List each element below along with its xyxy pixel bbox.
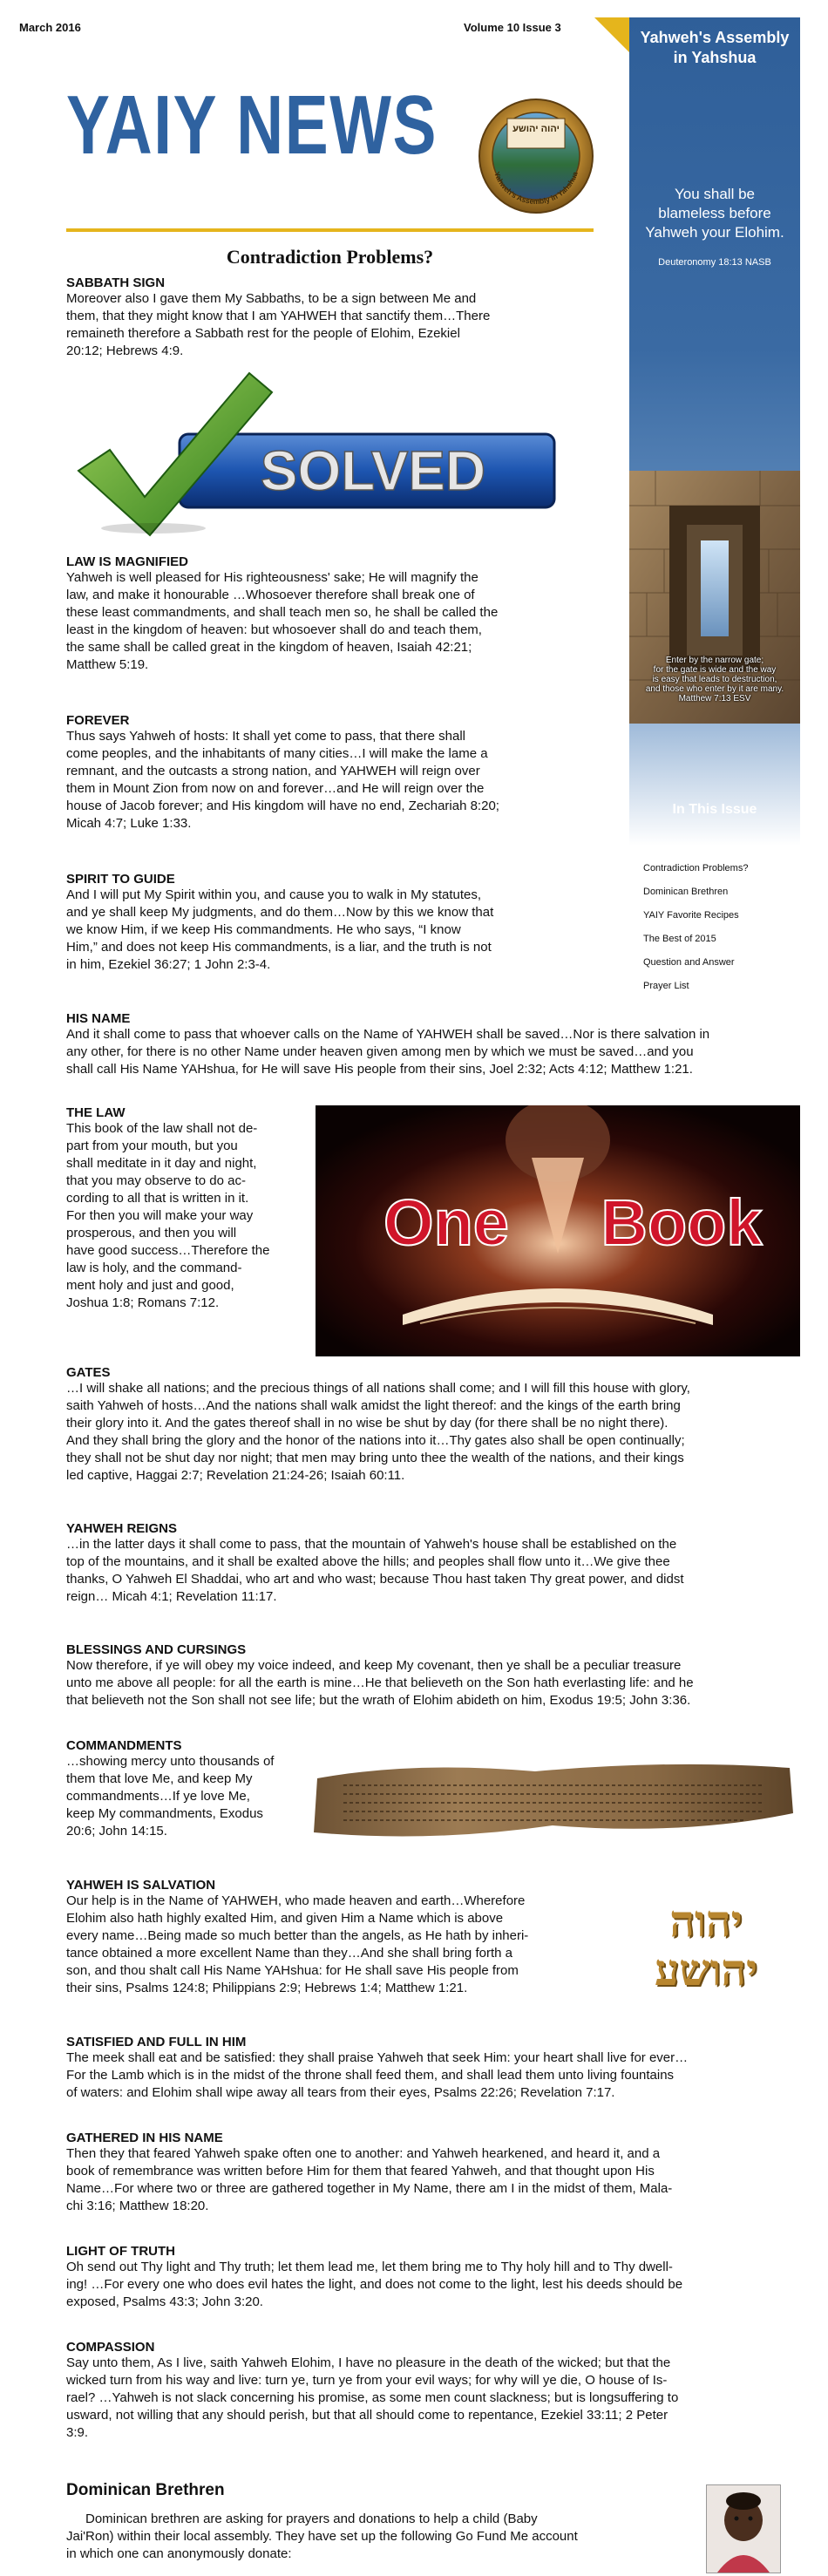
section-line: ing! …For every one who does evil hates the light, and does not come to the light, lest his deeds should be (66, 2277, 683, 2292)
section-line: And they shall bring the glory and the honor of the nations into it…Thy gates also shall be open continually; (66, 1433, 685, 1448)
section-line: For the Lamb which is in the midst of the throne shall feed them, and shall lead them unto living fountains (66, 2068, 675, 2083)
section-yahweh-is-salvation (66, 1878, 607, 1997)
sidebar-verse (629, 185, 800, 272)
section-line: 20:6; John 14:15. (66, 1824, 167, 1839)
dominican-title: Dominican Brethren (66, 2481, 225, 2499)
section-line: that believeth not the Son shall not see life; but the wrath of Elohim abideth on him, Exodus 19:5; John 3:36. (66, 1693, 691, 1708)
section-line: part from your mouth, but you (66, 1138, 238, 1153)
section-line: Name…For where two or three are gathered together in My Name, there am I in the midst of them, Mala- (66, 2181, 673, 2196)
section-gathered (66, 2131, 800, 2215)
section-line: …I will shake all nations; and the precious things of all nations shall come; and I will fill this house with glory, (66, 1381, 690, 1396)
sidebar-title (629, 17, 800, 68)
article-title: Contradiction Problems? (226, 246, 434, 268)
section-line: them that love Me, and keep My (66, 1771, 253, 1786)
section-heading: LIGHT OF TRUTH (66, 2244, 175, 2259)
section-line: unto me above all people: for all the earth is mine…He that believeth on the Son hath everlasting life: and he (66, 1675, 694, 1690)
caption-line: is easy that leads to destruction, (652, 675, 777, 684)
hebrew-name-graphic (619, 1897, 793, 1995)
issue-volume: Volume 10 Issue 3 (464, 21, 561, 34)
section-line: wicked turn from his way and live: turn ye, turn ye from your evil ways; for why will ye die, O house of Is- (66, 2373, 668, 2388)
section-line: For then you will make your way (66, 1208, 254, 1223)
sidebar-title-line2: in Yahshua (673, 49, 757, 66)
section-line: …showing mercy unto thousands of (66, 1754, 275, 1769)
section-line: chi 3:16; Matthew 18:20. (66, 2199, 209, 2213)
section-line: Matthew 5:19. (66, 657, 149, 672)
section-heading: COMPASSION (66, 2340, 155, 2355)
section-heading: GATHERED IN HIS NAME (66, 2131, 223, 2145)
section-heading: SPIRIT TO GUIDE (66, 872, 175, 887)
section-heading: SATISFIED AND FULL IN HIM (66, 2035, 247, 2049)
section-blessings-and-cursings (66, 1642, 800, 1709)
section-line: This book of the law shall not de- (66, 1121, 258, 1136)
section-line: 3:9. (66, 2425, 89, 2440)
section-heading: LAW IS MAGNIFIED (66, 554, 188, 569)
section-line: Then they that feared Yahweh spake often one to another: and Yahweh hearkened, and heard it, and a (66, 2146, 661, 2161)
section-compassion (66, 2340, 800, 2442)
section-heading: GATES (66, 1365, 111, 1380)
section-line: have good success…Therefore the (66, 1243, 270, 1258)
section-line: of waters: and Elohim shall wipe away all tears from their eyes, Psalms 22:26; Revelation 7:17. (66, 2085, 615, 2100)
section-line: thanks, O Yahweh El Shaddai, who art and who wast; because Thou hast taken Thy great power, and didst (66, 1572, 684, 1587)
section-his-name (66, 1011, 800, 1078)
section-line: usward, not willing that any should perish, but that all should come to repentance, Ezekiel 33:11; 2 Peter (66, 2408, 669, 2423)
section-heading: BLESSINGS AND CURSINGS (66, 1642, 247, 1657)
section-law-is-magnified (66, 554, 589, 674)
section-line: them in Mount Zion from now on and forever…and He will reign over the (66, 781, 485, 796)
section-line: And it shall come to pass that whoever calls on the Name of YAHWEH shall be saved…Nor is there salvation in (66, 1027, 710, 1042)
section-line: shall meditate in it day and night, (66, 1156, 257, 1171)
section-forever (66, 713, 589, 833)
header-rule (66, 228, 594, 232)
section-gates (66, 1365, 800, 1485)
scroll-image (309, 1752, 797, 1848)
toc-item[interactable]: The Best of 2015 (643, 934, 716, 944)
in-this-issue-heading: In This Issue (672, 802, 757, 817)
section-line: remaineth therefore a Sabbath rest for the people of Elohim, Ezekiel (66, 326, 460, 341)
section-heading: SABBATH SIGN (66, 275, 166, 290)
section-spirit-to-guide (66, 872, 589, 974)
toc-item[interactable]: YAIY Favorite Recipes (643, 910, 739, 921)
section-line: exposed, Psalms 43:3; John 3:20. (66, 2294, 263, 2309)
caption-line: Matthew 7:13 ESV (678, 694, 751, 703)
section-sabbath-sign (66, 275, 589, 360)
svg-text:Book: Book (601, 1186, 763, 1259)
section-line: ment holy and just and good, (66, 1278, 234, 1293)
section-heading: HIS NAME (66, 1011, 131, 1026)
section-line: them, that they might know that I am YAHWEH that sanctify them…There (66, 309, 491, 323)
section-line: in which one can anonymously donate: (66, 2546, 292, 2561)
section-line: least in the kingdom of heaven: but whosoever shall do and teach them, (66, 622, 482, 637)
section-heading: YAHWEH IS SALVATION (66, 1878, 216, 1893)
section-line: come peoples, and the inhabitants of many cities…I will make the lame a (66, 746, 488, 761)
section-line: …in the latter days it shall come to pass, that the mountain of Yahweh's house shall be established on the (66, 1537, 677, 1552)
section-line: book of remembrance was written before Him for them that feared Yahweh, and that thought upon His (66, 2164, 655, 2178)
section-line: prosperous, and then you will (66, 1226, 237, 1240)
section-line: Now therefore, if ye will obey my voice indeed, and keep My covenant, then ye shall be a peculiar treasure (66, 1658, 682, 1673)
section-line: Oh send out Thy light and Thy truth; let them lead me, let them bring me to Thy holy hill and to Thy dwell- (66, 2260, 673, 2274)
section-line: rael? …Yahweh is not slack concerning his promise, as some men count slackness; but is longsuffering to (66, 2390, 679, 2405)
dominican-body (66, 2511, 694, 2563)
caption-line: and those who enter by it are many. (645, 684, 784, 694)
section-heading: COMMANDMENTS (66, 1738, 182, 1753)
toc-item[interactable]: Contradiction Problems? (643, 863, 749, 873)
section-line: cording to all that is written in it. (66, 1191, 249, 1206)
section-line: led captive, Haggai 2:7; Revelation 21:24-26; Isaiah 60:11. (66, 1468, 405, 1483)
section-line: these least commandments, and shall teach men so, he shall be called the (66, 605, 499, 620)
section-line: Say unto them, As I live, saith Yahweh Elohim, I have no pleasure in the death of the wicked; but that the (66, 2355, 671, 2370)
section-line: 20:12; Hebrews 4:9. (66, 343, 184, 358)
corner-accent (594, 17, 629, 52)
hebrew-name-line: יהושע (654, 1944, 758, 1995)
section-line: tance obtained a more excellent Name than they…And she shall bring forth a (66, 1946, 512, 1961)
section-line: And I will put My Spirit within you, and cause you to walk in My statutes, (66, 887, 482, 902)
section-line: any other, for there is no other Name under heaven given among men by which we must be saved…and you (66, 1044, 694, 1059)
section-line: Yahweh is well pleased for His righteousness' sake; He will magnify the (66, 570, 478, 585)
svg-text:One: One (383, 1186, 509, 1259)
section-line: Joshua 1:8; Romans 7:12. (66, 1295, 220, 1310)
section-heading: THE LAW (66, 1105, 126, 1120)
section-line: Thus says Yahweh of hosts: It shall yet come to pass, that there shall (66, 729, 466, 744)
section-line: Our help is in the Name of YAHWEH, who made heaven and earth…Wherefore (66, 1893, 526, 1908)
toc-item[interactable]: Prayer List (643, 981, 689, 991)
section-the-law (66, 1105, 310, 1312)
section-line: Him,” and does not keep His commandments, is a liar, and the truth is not (66, 940, 492, 955)
section-line: remnant, and the outcasts a strong nation, and YAHWEH will reign over (66, 764, 480, 778)
section-line: The meek shall eat and be satisfied: they shall praise Yahweh that seek Him: your heart shall live for ever… (66, 2050, 689, 2065)
section-line: their glory into it. And the gates thereof shall in no wise be shut by day (for there shall be no night there). (66, 1416, 669, 1431)
sidebar-title-line1: Yahweh's Assembly (640, 29, 790, 46)
hebrew-name-line: יהוה (669, 1895, 743, 1947)
section-line: the same shall be called great in the kingdom of heaven, Isaiah 42:21; (66, 640, 472, 655)
caption-line: for the gate is wide and the way (653, 665, 777, 675)
section-line: Elohim also hath highly exalted Him, and given Him a Name which is above (66, 1911, 504, 1926)
verse-line: Yahweh your Elohim. (645, 224, 784, 241)
solved-graphic (75, 366, 563, 537)
section-line: we know Him, if we keep His commandments. He who says, “I know (66, 922, 461, 937)
section-line: their sins, Psalms 124:8; Philippians 2:9; Hebrews 1:4; Matthew 1:21. (66, 1981, 468, 1995)
newsletter-title: YAIY NEWS (66, 78, 438, 172)
svg-text:יהוה יהושע: יהוה יהושע (512, 124, 560, 134)
gate-caption (629, 656, 800, 703)
issue-date: March 2016 (19, 21, 81, 34)
section-line: Jai'Ron) within their local assembly. They have set up the following Go Fund Me account (66, 2529, 578, 2544)
section-line: saith Yahweh of hosts…And the nations shall walk amidst the light thereof: and the kings of the earth bring (66, 1398, 681, 1413)
section-line: in him, Ezekiel 36:27; 1 John 2:3-4. (66, 957, 271, 972)
section-line: top of the mountains, and it shall be exalted above the hills; and peoples shall flow unto it…We give thee (66, 1554, 670, 1569)
child-photo (706, 2484, 781, 2573)
one-book-image (316, 1105, 800, 1356)
table-of-contents (643, 857, 800, 998)
section-line: Micah 4:7; Luke 1:33. (66, 816, 192, 831)
section-light-of-truth (66, 2244, 800, 2311)
verse-line: blameless before (658, 205, 771, 221)
section-line: and ye shall keep My judgments, and do them…Now by this we know that (66, 905, 494, 920)
section-line: that you may observe to do ac- (66, 1173, 246, 1188)
section-commandments (66, 1738, 328, 1840)
section-satisfied (66, 2035, 800, 2102)
verse-line: You shall be (674, 186, 755, 202)
svg-text:SOLVED: SOLVED (260, 439, 486, 502)
caption-line: Enter by the narrow gate; (665, 656, 764, 665)
section-line: every name…Being made so much better than the angels, as He hath by inheri- (66, 1928, 529, 1943)
section-line: law, and make it honourable …Whosoever therefore shall break one of (66, 588, 475, 602)
toc-item[interactable]: Question and Answer (643, 957, 735, 968)
assembly-logo (478, 98, 594, 214)
section-line: shall call His Name YAHshua, for He will save His people from their sins, Joel 2:32; Acts 4:12; Matthew 1:21. (66, 1062, 693, 1077)
section-line: commandments…If ye love Me, (66, 1789, 250, 1804)
section-line: son, and thou shalt call His Name YAHshua: for He shall save His people from (66, 1963, 519, 1978)
verse-reference: Deuteronomy 18:13 NASB (658, 257, 771, 268)
section-heading: FOREVER (66, 713, 130, 728)
section-line: Dominican brethren are asking for prayers and donations to help a child (Baby (85, 2511, 538, 2526)
section-line: law is holy, and the command- (66, 1261, 242, 1275)
section-line: reign… Micah 4:1; Revelation 11:17. (66, 1589, 277, 1604)
svg-text:Yahweh's Assembly in Yahshua: Yahweh's Assembly in Yahshua (492, 170, 580, 207)
section-yahweh-reigns (66, 1521, 800, 1606)
section-heading: YAHWEH REIGNS (66, 1521, 177, 1536)
section-line: house of Jacob forever; and His kingdom will have no end, Zechariah 8:20; (66, 799, 499, 813)
section-line: Moreover also I gave them My Sabbaths, to be a sign between Me and (66, 291, 477, 306)
section-line: they shall not be shut day nor night; that men may bring unto thee the wealth of the nations, and their kings (66, 1451, 684, 1465)
section-line: keep My commandments, Exodus (66, 1806, 263, 1821)
toc-item[interactable]: Dominican Brethren (643, 887, 729, 897)
